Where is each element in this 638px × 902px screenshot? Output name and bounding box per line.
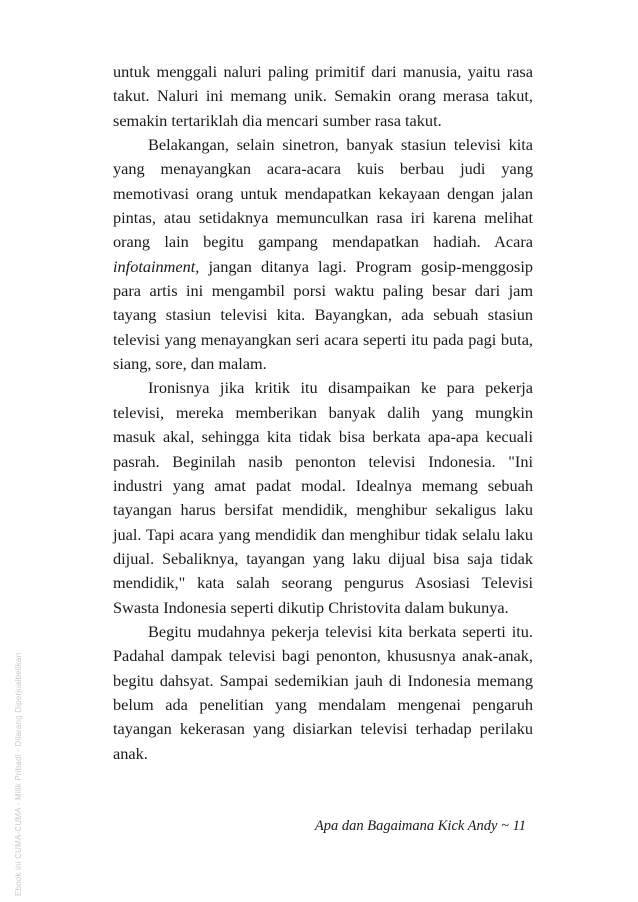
paragraph-text: Belakangan, selain sinetron, banyak stasiun televisi kita yang menayangkan acara-acara kuis berbau judi yang memotivasi orang untuk mendapatkan kekayaan dengan jalan pintas, atau setidaknya memunculkan rasa iri karena melihat orang lain begitu gampang mendapatkan hadiah. Acara	[113, 135, 533, 252]
paragraph-text: Ironisnya jika kritik itu disampaikan ke para pekerja televisi, mereka memberikan banyak dalih yang mungkin masuk akal, sehingga kita tidak bisa berkata apa-apa kecuali pasrah. Beginilah nasib penonton televisi Indonesia. "Ini industri yang amat padat modal. Idealnya memang sebuah tayangan harus bersifat mendidik, menghibur sekaligus laku jual. Tapi acara yang mendidik dan menghibur tidak selalu laku dijual. Sebaliknya, tayangan yang laku dijual bisa saja tidak mendidik," kata salah seorang pengurus Asosiasi Televisi Swasta Indonesia seperti dikutip Christovita dalam bukunya.	[113, 378, 533, 617]
italic-term: infotainment,	[113, 256, 200, 276]
paragraph-text: Begitu mudahnya pekerja televisi kita berkata seperti itu. Padahal dampak televisi bagi penonton, khususnya anak-anak, begitu dahsyat. Sampai sedemikian jauh di Indonesia memang belum ada penelitian yang mendalam mengenai pengaruh tayangan kekerasan yang disiarkan televisi terhadap perilaku anak.	[113, 621, 533, 763]
running-footer: Apa dan Bagaimana Kick Andy ~ 11	[314, 818, 526, 834]
paragraph-1	[113, 60, 533, 133]
paragraph-4	[113, 620, 533, 766]
paragraph-2	[113, 133, 533, 376]
paragraph-text: jangan ditanya lagi. Program gosip-menggosip para artis ini mengambil porsi waktu paling besar dari jam tayang stasiun televisi kita. Bayangkan, ada sebuah stasiun televisi yang menayangkan seri acara seperti itu pada pagi buta, siang, sore, dan malam.	[113, 256, 533, 374]
body-text	[113, 60, 533, 766]
side-watermark: Ebook ini CUMA-CUMA - Milik Pribadi - Dilarang Diperjualbelikan	[14, 652, 23, 896]
paragraph-3	[113, 376, 533, 619]
paragraph-text: untuk menggali naluri paling primitif dari manusia, yaitu rasa takut. Naluri ini memang unik. Semakin orang merasa takut, semakin tertariklah dia mencari sumber rasa takut.	[113, 62, 533, 130]
